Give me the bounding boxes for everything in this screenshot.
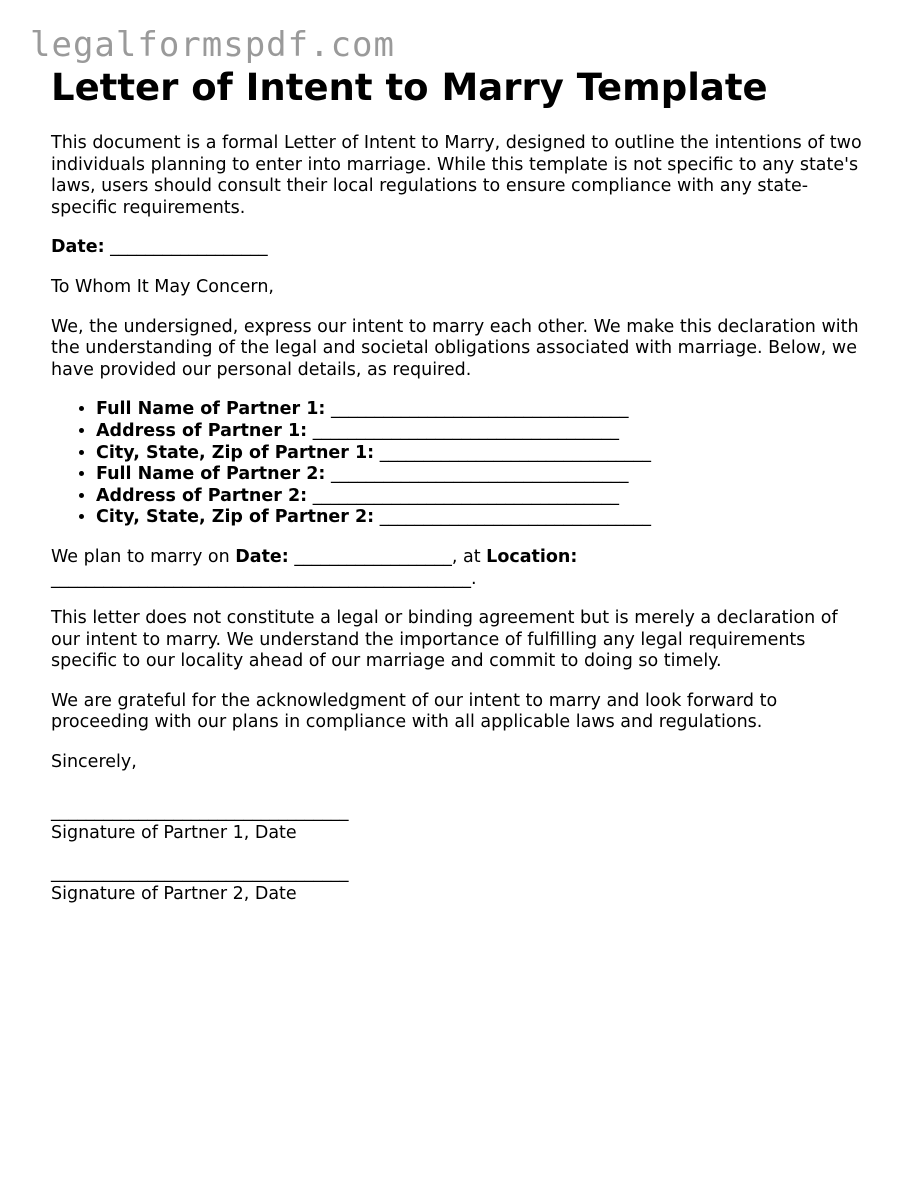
signature-label: Signature of Partner 1, Date xyxy=(51,823,297,844)
field-blank[interactable]: __________________________________ xyxy=(330,464,629,485)
document-title: Letter of Intent to Marry Template xyxy=(51,66,768,109)
plan-date-blank[interactable]: __________________ xyxy=(294,546,452,567)
field-label: Address of Partner 1: xyxy=(96,420,308,441)
plan-end: . xyxy=(471,568,477,589)
signature-label: Signature of Partner 2, Date xyxy=(51,884,297,905)
field-label: City, State, Zip of Partner 1: xyxy=(96,442,375,463)
plan-paragraph xyxy=(51,547,871,590)
partner-details-list xyxy=(51,399,871,529)
signature-block xyxy=(51,802,871,906)
plan-at-text: , at xyxy=(451,546,487,567)
list-item xyxy=(96,443,871,465)
field-blank[interactable]: _______________________________ xyxy=(379,442,651,463)
declaration-paragraph: We, the undersigned, express our intent to marry each other. We make this declaration with the understanding of the legal and societal obligations associated with marriage. Below, we have provided our personal details, as required. xyxy=(51,316,859,380)
closing: Sincerely, xyxy=(51,752,137,773)
list-item xyxy=(96,399,871,421)
gratitude-paragraph: We are grateful for the acknowledgment of our intent to marry and look forward to proceeding with our plans in compliance with all applicable laws and regulations. xyxy=(51,690,778,733)
field-blank[interactable]: ___________________________________ xyxy=(312,420,619,441)
signature-line[interactable]: __________________________________ xyxy=(51,801,349,822)
list-item xyxy=(96,464,871,486)
document-page xyxy=(51,66,871,906)
intro-paragraph: This document is a formal Letter of Intent to Marry, designed to outline the intentions of two individuals planning to enter into marriage. While this template is not specific to any state's laws, users should consult their local regulations to ensure compliance with any state-specific requirements. xyxy=(51,133,862,218)
field-blank[interactable]: ___________________________________ xyxy=(312,485,619,506)
field-label: City, State, Zip of Partner 2: xyxy=(96,507,375,528)
watermark: legalformspdf.com xyxy=(30,25,395,65)
plan-date-label: Date: xyxy=(235,546,289,567)
field-label: Full Name of Partner 2: xyxy=(96,464,326,485)
field-blank[interactable]: _______________________________ xyxy=(379,507,651,528)
disclaimer-paragraph: This letter does not constitute a legal or binding agreement but is merely a declaration of our intent to marry. We understand the importance of fulfilling any legal requirements specific to our locality ahead of our marriage and commit to doing so timely. xyxy=(51,608,838,672)
plan-location-label: Location: xyxy=(486,546,578,567)
list-item xyxy=(96,507,871,529)
field-label: Full Name of Partner 1: xyxy=(96,399,326,420)
field-label: Address of Partner 2: xyxy=(96,485,308,506)
date-line xyxy=(51,237,871,259)
field-blank[interactable]: __________________________________ xyxy=(330,399,629,420)
plan-prefix: We plan to marry on xyxy=(51,546,236,567)
date-label: Date: xyxy=(51,237,105,258)
date-blank[interactable]: __________________ xyxy=(110,237,268,258)
signature-line[interactable]: __________________________________ xyxy=(51,862,349,883)
salutation: To Whom It May Concern, xyxy=(51,276,274,297)
list-item xyxy=(96,486,871,508)
plan-location-blank[interactable]: ________________________________________________ xyxy=(51,568,471,589)
list-item xyxy=(96,421,871,443)
